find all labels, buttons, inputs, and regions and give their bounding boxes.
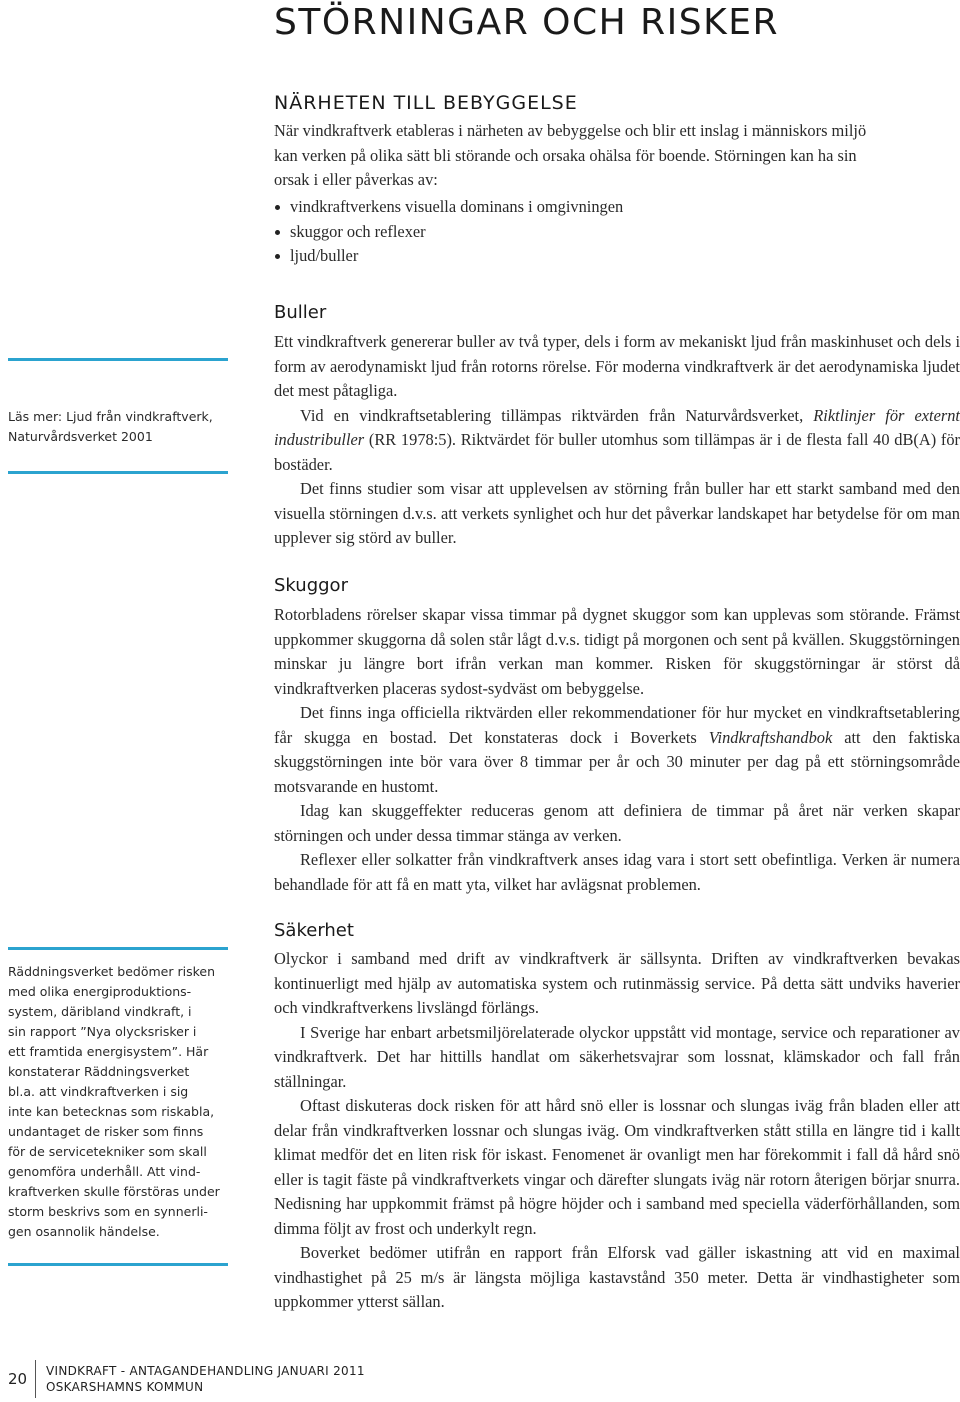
paragraph: Rotorbladens rörelser skapar vissa timmar på dygnet skuggor som kan upplevas som störande. Främst uppkommer skuggorna då solen står lågt d.v.s. tidigt på morgonen och sent på kvällen. Skuggstörningen minskar ju längre bort ifrån verkan man kommer. Risken för skuggstörningar är störst då vindkraftverken placeras sydost-sydväst om bebyggelse. — [274, 605, 960, 698]
section-heading-sakerhet: Säkerhet — [274, 920, 354, 941]
list-item: ljud/buller — [274, 244, 623, 269]
sakerhet-body — [274, 947, 960, 1315]
intro-paragraph — [274, 119, 960, 193]
page-title: STÖRNINGAR OCH RISKER — [274, 2, 779, 43]
intro-line: kan verken på olika sätt bli störande och orsaka ohälsa för boende. Störningen kan ha sin — [274, 145, 857, 165]
intro-heading: NÄRHETEN TILL BEBYGGELSE — [274, 92, 578, 114]
sidenote-top-rule — [8, 358, 228, 361]
section-heading-skuggor: Skuggor — [274, 575, 348, 596]
section-heading-buller: Buller — [274, 302, 327, 323]
page-number: 20 — [8, 1370, 28, 1388]
citation-title: Vindkraftshandbok — [708, 727, 833, 747]
paragraph: I Sverige har enbart arbetsmiljörelaterade olyckor uppstått vid montage, service och reparationer av vindkraftverk. Det har hittills handlat om säkerhetsvajrar som lossnat, klämskador och fall från ställningar. — [274, 1022, 960, 1091]
citation-title: Riktlinjer för externt industribuller — [274, 405, 960, 449]
bullet-icon — [275, 254, 280, 259]
buller-body — [274, 330, 960, 551]
intro-bullet-list — [274, 195, 623, 269]
bullet-icon — [275, 205, 280, 210]
bullet-icon — [275, 230, 280, 235]
paragraph: Boverket bedömer utifrån en rapport från Elforsk vad gäller iskastning att vid en maximal vindhastighet på 25 m/s är längsta möjliga kastavstånd 350 meter. Detta är vindhastigheter som uppkommer ytterst sällan. — [274, 1243, 960, 1311]
paragraph: Reflexer eller solkatter från vindkraftverk anses idag vara i stort sett obefintliga. Verken är numera behandlade för att få en matt yta, vilket har avlägsnat problemen. — [274, 850, 960, 894]
list-item: vindkraftverkens visuella dominans i omgivningen — [274, 195, 623, 220]
sidenote-bottom-rule — [8, 471, 228, 474]
paragraph: Oftast diskuteras dock risken för att hård snö eller is lossnar och slungas iväg från bladen eller att delar från vindkraftverken lossnar och slungas iväg. Om vindkraftverken stått stilla en längre tid i kallt klimat medför det en liten risk för iskast. Fenomenet är ovanligt men har förekommit i fall då hård snö eller is tagit fäste på vindkraftverkets vingar och därefter slungats iväg när rotorn återigen börjar snurra. Nedisning har uppkommit främst på högre höjder och i samband med speciella väderförhållanden, som dimma följt av frost och underkylt regn. — [274, 1096, 960, 1238]
paragraph: Vid en vindkraftsetablering tillämpas riktvärden från Naturvårdsverket, Riktlinjer för externt industribuller (RR 1978:5). Riktvärdet för buller utomhus som tillämpas är i de flesta fall 40 dB(A) för bostäder. — [274, 405, 960, 474]
list-item: skuggor och reflexer — [274, 220, 623, 245]
skuggor-body — [274, 603, 960, 897]
sidenote-reading-tip: Läs mer: Ljud från vindkraftverk, Naturvårdsverket 2001 — [8, 409, 213, 444]
sidenote-raddningsverket: Räddningsverket bedömer risken med olika energiproduktions- system, däribland vindkraft, i sin rapport ”Nya olycksrisker i ett framtida energisystem”. Här konstaterar Räddningsverket bl.a. att vindkraftverken i sig inte kan betecknas som riskabla, undantaget de risker som finns för de servicetekniker som skall genomföra underhåll. Att vind- kraftverken skulle förstöras under storm beskrivs som en synnerli- gen osannolik händelse. — [8, 964, 220, 1239]
sidenote-top-rule — [8, 947, 228, 950]
intro-line: orsak i eller påverkas av: — [274, 170, 438, 189]
intro-line: När vindkraftverk etableras i närheten av bebyggelse och blir ett inslag i människors miljö — [274, 121, 867, 140]
footer-divider — [35, 1360, 36, 1398]
paragraph: Det finns inga officiella riktvärden eller rekommendationer för hur mycket en vindkraftsetablering får skugga en bostad. Det konstateras dock i Boverkets Vindkraftshandbok att den faktiska skuggstörningen inte bör vara över 8 timmar per år och 30 minuter per dag på ett störningsområde motsvarande en hustomt. — [274, 703, 960, 796]
footer-document-title: VINDKRAFT - ANTAGANDEHANDLING JANUARI 2011 — [46, 1364, 365, 1378]
paragraph: Det finns studier som visar att upplevelsen av störning från buller har ett starkt samband med den visuella störningen d.v.s. att verkets synlighet och hur det påverkar landskapet har betydelse för om man upplever sig störd av buller. — [274, 479, 960, 547]
paragraph: Idag kan skuggeffekter reduceras genom att definiera de timmar på året när verken skapar störningen och under dessa timmar stänga av verken. — [274, 801, 960, 845]
paragraph: Ett vindkraftverk genererar buller av två typer, dels i form av mekaniskt ljud från maskinhuset och dels i form av aerodynamiskt ljud från rotorns rörelse. För moderna vindkraftverk är det aerodynamiska ljudet det mest påtagliga. — [274, 332, 960, 400]
sidenote-bottom-rule — [8, 1263, 228, 1266]
paragraph: Olyckor i samband med drift av vindkraftverk är sällsynta. Driften av vindkraftverken bevakas kontinuerligt med hjälp av automatiska system och rutinmässig service. På detta sätt undviks haverier och vindkraftverkens livslängd förlängs. — [274, 949, 960, 1017]
footer-municipality: OSKARSHAMNS KOMMUN — [46, 1380, 204, 1394]
